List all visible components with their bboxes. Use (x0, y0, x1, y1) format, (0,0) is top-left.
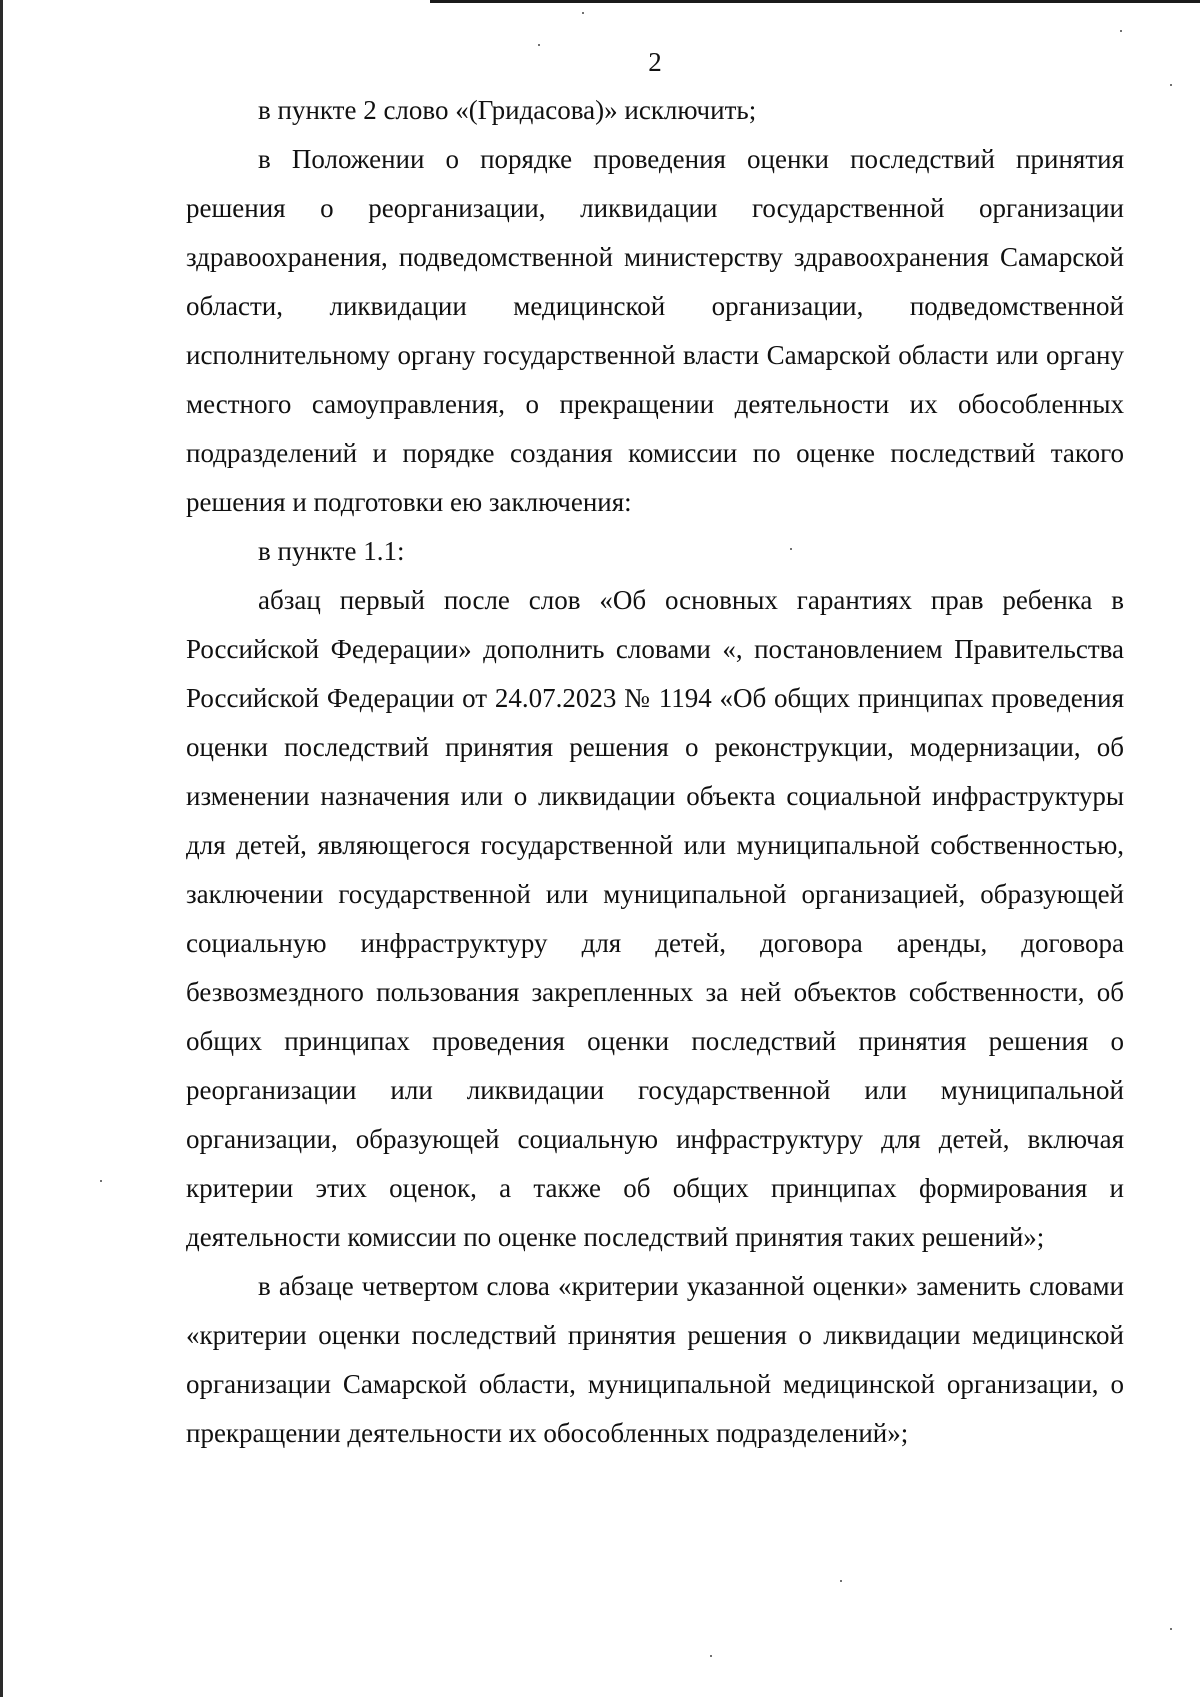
scan-speck (840, 1580, 842, 1582)
paragraph-fourth-abzac-amendment: в абзаце четвертом слова «критерии указанной оценки» заменить словами «критерии оценки последствий принятия решения о ликвидации медицинской организации Самарской области, муниципальной медицинской организации, о прекращении деятельности их обособленных подразделений»; (186, 1271, 1124, 1448)
page-number: 2 (648, 47, 662, 77)
paragraph-regulation-title: в Положении о порядке проведения оценки последствий принятия решения о реорганизации, ликвидации государственной организации здравоохранения, подведомственной министерству здравоохранения Самарской области, ликвидации медицинской организации, подведомственной исполнительному органу государственной власти Самарской области или органу местного самоуправления, о прекращении деятельности их обособленных подразделений и порядке создания комиссии по оценке последствий такого решения и подготовки ею заключения: (186, 144, 1124, 517)
scan-speck (1120, 30, 1122, 32)
paragraph-clause-1-1: в пункте 1.1: (258, 536, 405, 566)
paragraph-first-abzac-amendment: абзац первый после слов «Об основных гарантиях прав ребенка в Российской Федерации» дополнить словами «, постановлением Правительства Российской Федерации от 24.07.2023 № 1194 «Об общих принципах проведения оценки последствий принятия решения о реконструкции, модернизации, об изменении назначения или о ликвидации объекта социальной инфраструктуры для детей, являющегося государственной или муниципальной собственностью, заключении государственной или муниципальной организацией, образующей социальную инфраструктуру для детей, договора аренды, договора безвозмездного пользования закрепленных за ней объектов собственности, об общих принципах проведения оценки последствий принятия решения о реорганизации или ликвидации государственной или муниципальной организации, образующей социальную инфраструктуру для детей, включая критерии этих оценок, а также об общих принципах формирования и деятельности комиссии по оценке последствий принятия таких решений»; (186, 585, 1124, 1252)
scan-speck (100, 1180, 102, 1182)
document-body (186, 86, 1124, 1458)
paragraph-exclude-word: в пункте 2 слово «(Гридасова)» исключить; (258, 95, 757, 125)
scan-speck (1170, 84, 1172, 86)
scan-speck (582, 12, 584, 14)
scan-edge-top (430, 0, 1200, 3)
scan-speck (1170, 1628, 1172, 1630)
scan-edge-left (0, 0, 3, 1697)
scan-speck (710, 1655, 712, 1657)
